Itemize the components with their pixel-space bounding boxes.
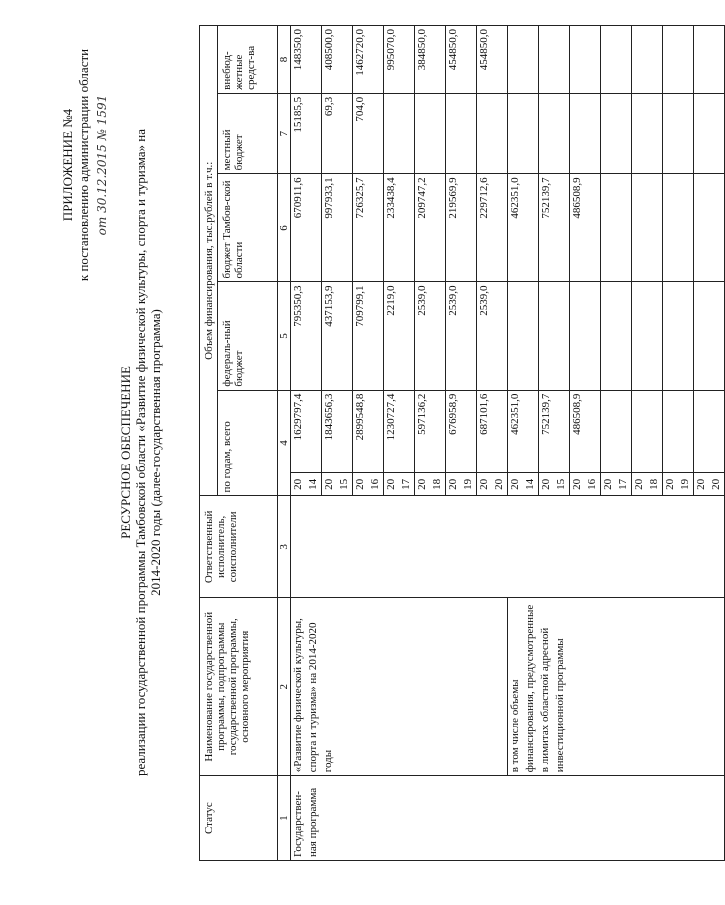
- regional-cell: 209747,2: [415, 174, 446, 282]
- title-line-2: реализации государственной программы Тамбовской области «Развитие физической культуры, спорта и туризма» на: [133, 128, 148, 777]
- extra-cell: [601, 26, 632, 94]
- regional-cell: 219569,9: [446, 174, 477, 282]
- regional-cell: 486508,9: [570, 174, 601, 282]
- federal-cell: [694, 282, 725, 390]
- extra-cell: 384850,0: [415, 26, 446, 94]
- year-cell: 2019: [446, 473, 477, 496]
- extra-cell: [663, 26, 694, 94]
- federal-cell: 2539,0: [446, 282, 477, 390]
- executor-cell: [291, 496, 725, 598]
- program-status: Государствен-ная программа: [291, 776, 725, 861]
- decree-handwritten: от 30.12.2015 № 1591: [95, 94, 109, 236]
- appendix-heading: ПРИЛОЖЕНИЕ №4: [60, 108, 75, 222]
- federal-cell: 437153,9: [322, 282, 353, 390]
- program-name: «Развитие физической культуры, спорта и туризма» на 2014-2020 годы: [291, 598, 508, 776]
- federal-cell: 2539,0: [415, 282, 446, 390]
- column-number-5: 5: [278, 282, 291, 390]
- year-cell: 2014: [291, 473, 322, 496]
- document-title: [118, 30, 163, 875]
- column-number-6: 6: [278, 174, 291, 282]
- total-cell: 1843656,3: [322, 390, 353, 473]
- regional-cell: [694, 174, 725, 282]
- local-cell: [570, 93, 601, 174]
- regional-cell: 229712,6: [477, 174, 508, 282]
- column-number-7: 7: [278, 93, 291, 174]
- appendix-line: к постановлению администрации области: [76, 48, 91, 282]
- extra-cell: 148350,0: [291, 26, 322, 94]
- total-cell: 752139,7: [539, 390, 570, 473]
- column-number-4: 4: [278, 390, 291, 496]
- table-row: [291, 26, 322, 861]
- federal-cell: [632, 282, 663, 390]
- header-local: местный бюджет: [218, 93, 278, 174]
- header-total: по годам, всего: [218, 390, 278, 496]
- regional-cell: 233438,4: [384, 174, 415, 282]
- extra-cell: 408500,0: [322, 26, 353, 94]
- federal-cell: [539, 282, 570, 390]
- regional-cell: [632, 174, 663, 282]
- title-line-3: 2014-2020 годы (далее-государственная программа): [148, 309, 163, 596]
- column-number-3: 3: [278, 496, 291, 598]
- federal-cell: 2539,0: [477, 282, 508, 390]
- total-cell: 1629797,4: [291, 390, 322, 473]
- total-cell: 2899548,8: [353, 390, 384, 473]
- total-cell: 462351,0: [508, 390, 539, 473]
- total-cell: [694, 390, 725, 473]
- local-cell: [663, 93, 694, 174]
- extra-cell: 1462720,0: [353, 26, 384, 94]
- local-cell: 69,3: [322, 93, 353, 174]
- federal-cell: [663, 282, 694, 390]
- extra-cell: [508, 26, 539, 94]
- regional-cell: 462351,0: [508, 174, 539, 282]
- table-row: [508, 26, 539, 861]
- local-cell: [446, 93, 477, 174]
- header-regional: бюджет Тамбов-ской области: [218, 174, 278, 282]
- total-cell: 1230727,4: [384, 390, 415, 473]
- year-cell: 2016: [570, 473, 601, 496]
- header-executor: Ответственный исполнитель, соисполнители: [200, 496, 278, 598]
- header-extra: внебюд-жетные средст-ва: [218, 26, 278, 94]
- regional-cell: [663, 174, 694, 282]
- extra-cell: [539, 26, 570, 94]
- local-cell: [694, 93, 725, 174]
- year-cell: 2017: [601, 473, 632, 496]
- local-cell: [384, 93, 415, 174]
- local-cell: [539, 93, 570, 174]
- total-cell: 676958,9: [446, 390, 477, 473]
- extra-cell: 454850,0: [477, 26, 508, 94]
- year-cell: 2018: [415, 473, 446, 496]
- year-cell: 2017: [384, 473, 415, 496]
- extra-cell: 454850,0: [446, 26, 477, 94]
- column-number-1: 1: [278, 776, 291, 861]
- header-funding: Объем финансирования, тыс.рублей в т.ч.:: [200, 26, 218, 497]
- regional-cell: 726325,7: [353, 174, 384, 282]
- local-cell: 15185,5: [291, 93, 322, 174]
- year-cell: 2015: [539, 473, 570, 496]
- regional-cell: 997933,1: [322, 174, 353, 282]
- local-cell: [601, 93, 632, 174]
- regional-cell: 752139,7: [539, 174, 570, 282]
- local-cell: [415, 93, 446, 174]
- year-cell: 2020: [694, 473, 725, 496]
- federal-cell: 795350,3: [291, 282, 322, 390]
- extra-cell: [632, 26, 663, 94]
- header-name: Наименование государственной программы, подпрограммы государственной программы, основного мероприятия: [200, 598, 278, 776]
- federal-cell: [508, 282, 539, 390]
- regional-cell: 670911,6: [291, 174, 322, 282]
- regional-cell: [601, 174, 632, 282]
- year-cell: 2020: [477, 473, 508, 496]
- local-cell: [508, 93, 539, 174]
- total-cell: 687101,6: [477, 390, 508, 473]
- local-cell: 704,0: [353, 93, 384, 174]
- extra-cell: [694, 26, 725, 94]
- year-cell: 2016: [353, 473, 384, 496]
- federal-cell: 2219,0: [384, 282, 415, 390]
- extra-cell: [570, 26, 601, 94]
- year-cell: 2018: [632, 473, 663, 496]
- column-number-8: 8: [278, 26, 291, 94]
- header-status: Статус: [200, 776, 278, 861]
- total-cell: [601, 390, 632, 473]
- year-cell: 2019: [663, 473, 694, 496]
- total-cell: 597136,2: [415, 390, 446, 473]
- total-cell: [663, 390, 694, 473]
- year-cell: 2015: [322, 473, 353, 496]
- federal-cell: 709799,1: [353, 282, 384, 390]
- resource-table: [199, 25, 725, 861]
- extra-cell: 995070,0: [384, 26, 415, 94]
- federal-cell: [601, 282, 632, 390]
- total-cell: [632, 390, 663, 473]
- local-cell: [477, 93, 508, 174]
- column-number-2: 2: [278, 598, 291, 776]
- header-federal: федераль-ный бюджет: [218, 282, 278, 390]
- title-line-1: РЕСУРСНОЕ ОБЕСПЕЧЕНИЕ: [118, 366, 133, 539]
- total-cell: 486508,9: [570, 390, 601, 473]
- year-cell: 2014: [508, 473, 539, 496]
- federal-cell: [570, 282, 601, 390]
- local-cell: [632, 93, 663, 174]
- appendix-block: [60, 25, 110, 305]
- investment-name: в том числе объемы финансирования, предусмотренные в лимитах областной адресной инвестиционной программы: [508, 598, 725, 776]
